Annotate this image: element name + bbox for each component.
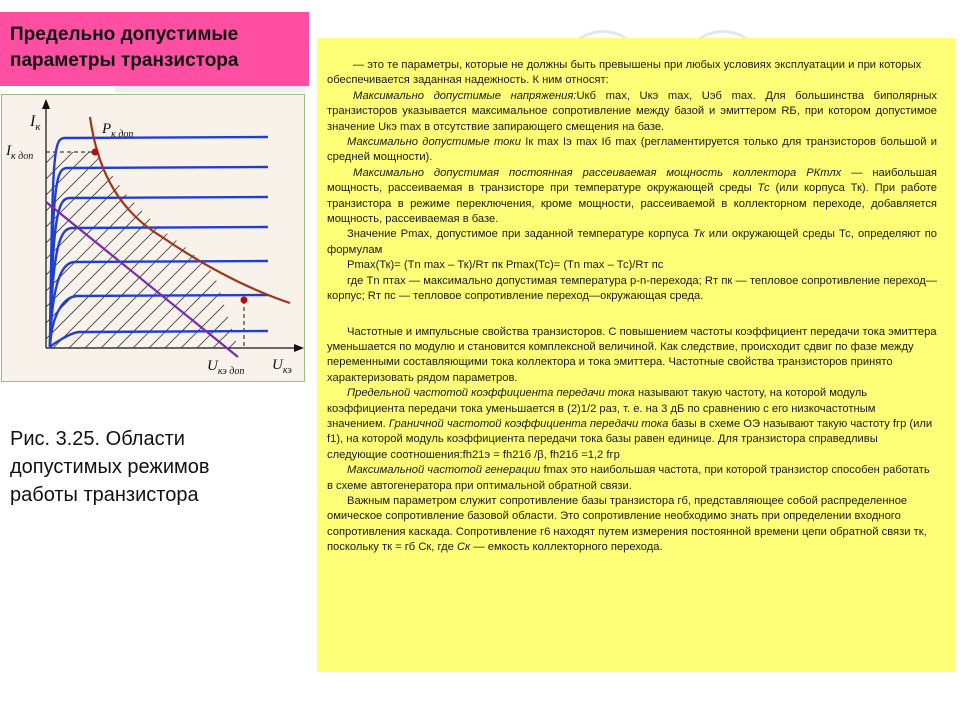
caption-line-1: Рис. 3.25. Области bbox=[10, 428, 185, 450]
pk-dop-point bbox=[241, 297, 248, 304]
output-curve bbox=[50, 167, 268, 347]
where-paragraph: где Tn птах — максимально допустимая температура р-n-перехода; Rт пк — тепловое сопротивление переход—корпус; Rт пс — тепловое сопротивление переход—окружающая среда. bbox=[327, 274, 937, 303]
output-curve bbox=[50, 331, 268, 347]
output-curve bbox=[50, 197, 268, 347]
caption-line-3: работы транзистора bbox=[10, 484, 199, 506]
cutoff-paragraph: Предельной частотой коэффициента передачи тока называют такую частоту, на которой модуль коэффициента передачи тока уменьшается в (2)1/2 раз, т. е. на 3 дБ по сравнению с его низкочастотным значением. Граничной частотой коэффициента передачи тока базы в схеме ОЭ называют такую частоту fгр (или f1), на которой модуль коэффициента передачи тока базы равен единице. Для транзистора справедливы следующие соотношения:fh21э = fh21б /β, fh21б =1,2 fгр bbox=[327, 387, 933, 461]
caption-line-2: допустимых режимов bbox=[10, 456, 210, 478]
output-curve bbox=[50, 227, 268, 347]
pmax-paragraph: Значение Pmax, допустимое при заданной температуре корпуса Тк или окружающей среды Тс, определяют по формулам bbox=[327, 228, 937, 256]
title-line-1: Предельно допустимые bbox=[10, 24, 239, 45]
graph-svg bbox=[2, 95, 306, 383]
x-axis-arrow bbox=[294, 344, 304, 352]
power-paragraph: Максимально допустимая постоянная рассеиваемая мощность коллектора РКтлх — наибольшая мощность, рассеиваемая в транзисторе при температуре окружающей среды Тс (или корпуса Тк). При работе транзистора в режиме переключения, кроме мощности, рассеиваемой в коллекторном переходе, добавляется мощность, рассеиваемая в базе. bbox=[327, 166, 937, 226]
label-uke: $U_{кэ}$ bbox=[272, 357, 292, 376]
ik-dop-point bbox=[92, 149, 99, 156]
base-resistance-paragraph: Важным параметром служит сопротивление базы транзистора гб, представляющее собой распределенное омическое сопротивление базовой области. Это сопротивление необходимо знать при определении входного сопротивления каскада. Сопротивление г6 находят путем измерения постоянной времени цепи обратной связи тк, поскольку тк = гб Ск, где Ск — емкость коллекторного перехода. bbox=[327, 494, 927, 554]
y-axis-arrow bbox=[42, 99, 50, 109]
frequency-paragraph: Частотные и импульсные свойства транзисторов. С повышением частоты коэффициент передачи тока эмиттера уменьшается по модулю и становится комплексной величиной. Как следствие, происходит сдвиг по фазе между переменными составляющими тока коллектора и тока эмиттера. Частотные свойства транзисторов принято характеризовать рядом параметров. bbox=[327, 325, 937, 384]
figure-caption bbox=[10, 425, 300, 509]
voltages-paragraph: Максимально допустимые напряжения:Uкб max, Uкэ max, Uэб max. Для большинства биполярных транзисторов указывается максимальное сопротивление между базой и эмиттером RБ, при котором допустимое значение Uкэ max в отсутствие запирающего смещения на базе. bbox=[327, 89, 937, 133]
formula-line: Pmax(Тк)= (Tn max – Тк)/Rт пк Pmax(Тс)= (Tn max – Тс)/Rт пс bbox=[347, 259, 664, 272]
currents-paragraph: Максимально допустимые токи Iк max Iэ max Iб max (регламентируется только для транзисторов большой и средней мощности). bbox=[327, 136, 937, 164]
label-ik-dop: $I_{к доп}$ bbox=[6, 143, 34, 162]
safe-operating-area-graph bbox=[1, 94, 305, 382]
slide-title bbox=[0, 12, 309, 86]
title-line-2: параметры транзистора bbox=[10, 50, 239, 71]
intro-paragraph: — это те параметры, которые не должны быть превышены при любых условиях эксплуатации и при которых обеспечивается заданная надежность. К ним относят: bbox=[327, 59, 922, 87]
label-pk-dop: $P_{к доп}$ bbox=[102, 121, 134, 140]
label-ik: $I_к$ bbox=[30, 113, 41, 133]
text-panel bbox=[317, 38, 955, 672]
generation-paragraph: Максимальной частотой генерации fmax это наибольшая частота, при которой транзистор способен работать в схеме автогенератора при оптимальной обратной связи. bbox=[327, 464, 930, 492]
label-uke-dop: $U_{кэ доп}$ bbox=[207, 358, 245, 377]
